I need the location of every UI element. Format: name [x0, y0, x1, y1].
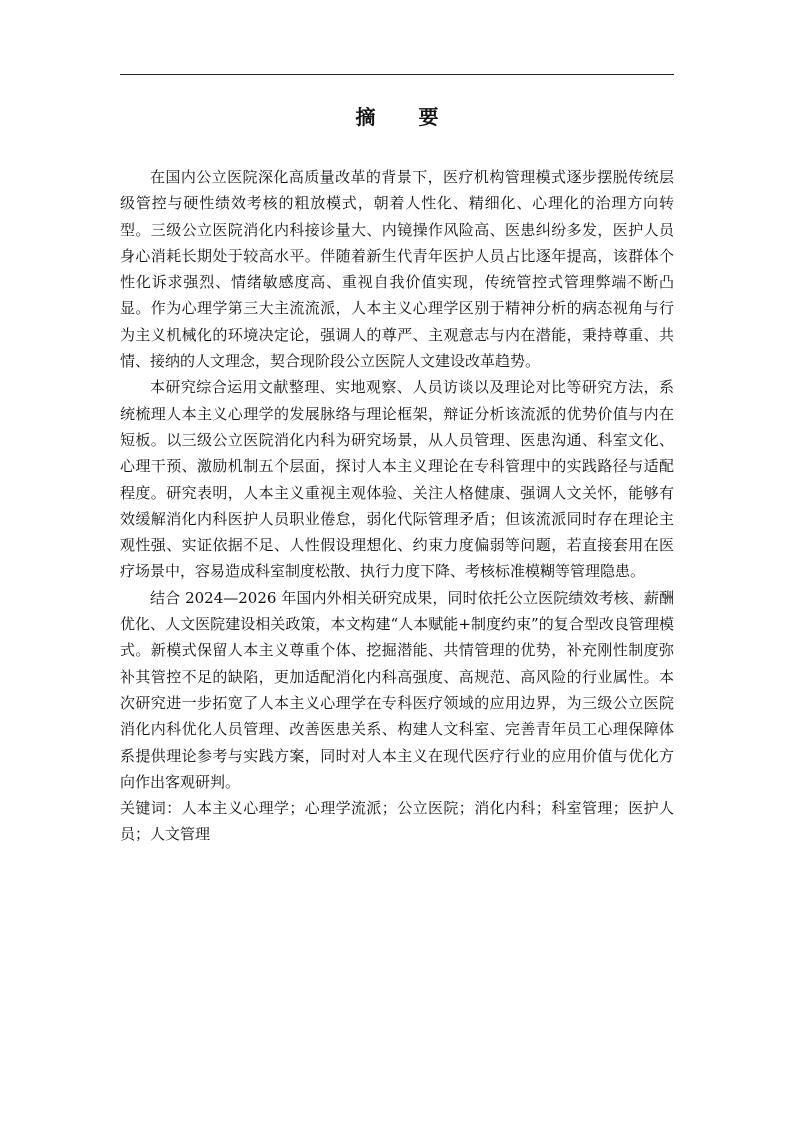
- header-rule: [120, 74, 674, 75]
- abstract-paragraph-3: 结合 2024—2026 年国内外相关研究成果，同时依托公立医院绩效考核、薪酬优化、人文医院建设相关政策，本文构建“人本赋能+制度约束”的复合型改良管理模式。新模式保留人本主义尊重个体、挖掘潜能、共情管理的优势，补充刚性制度弥补其管控不足的缺陷，更加适配消化内科高强度、高规范、高风险的行业属性。本次研究进一步拓宽了人本主义心理学在专科医疗领域的应用边界，为三级公立医院消化内科优化人员管理、改善医患关系、构建人文科室、完善青年员工心理保障体系提供理论参考与实践方案，同时对人本主义在现代医疗行业的应用价值与优化方向作出客观研判。: [120, 588, 674, 791]
- abstract-title: 摘 要: [355, 105, 457, 129]
- keywords-line: 关键词：人本主义心理学；心理学流派；公立医院；消化内科；科室管理；医护人员；人文管理: [120, 799, 674, 844]
- abstract-body: [120, 164, 674, 848]
- abstract-paragraph-1: 在国内公立医院深化高质量改革的背景下，医疗机构管理模式逐步摆脱传统层级管控与硬性绩效考核的粗放模式，朝着人性化、精细化、心理化的治理方向转型。三级公立医院消化内科接诊量大、内镜操作风险高、医患纠纷多发，医护人员身心消耗长期处于较高水平。伴随着新生代青年医护人员占比逐年提高，该群体个性化诉求强烈、情绪敏感度高、重视自我价值实现，传统管控式管理弊端不断凸显。作为心理学第三大主流流派，人本主义心理学区别于精神分析的病态视角与行为主义机械化的环境决定论，强调人的尊严、主观意志与内在潜能，秉持尊重、共情、接纳的人文理念，契合现阶段公立医院人文建设改革趋势。: [120, 168, 674, 371]
- abstract-paragraph-2: 本研究综合运用文献整理、实地观察、人员访谈以及理论对比等研究方法，系统梳理人本主义心理学的发展脉络与理论框架，辩证分析该流派的优势价值与内在短板。以三级公立医院消化内科为研究场景，从人员管理、医患沟通、科室文化、心理干预、激励机制五个层面，探讨人本主义理论在专科管理中的实践路径与适配程度。研究表明，人本主义重视主观体验、关注人格健康、强调人文关怀，能够有效缓解消化内科医护人员职业倦怠，弱化代际管理矛盾；但该流派同时存在理论主观性强、实证依据不足、人性假设理想化、约束力度偏弱等问题，若直接套用在医疗场景中，容易造成科室制度松散、执行力度下降、考核标准模糊等管理隐患。: [120, 378, 674, 581]
